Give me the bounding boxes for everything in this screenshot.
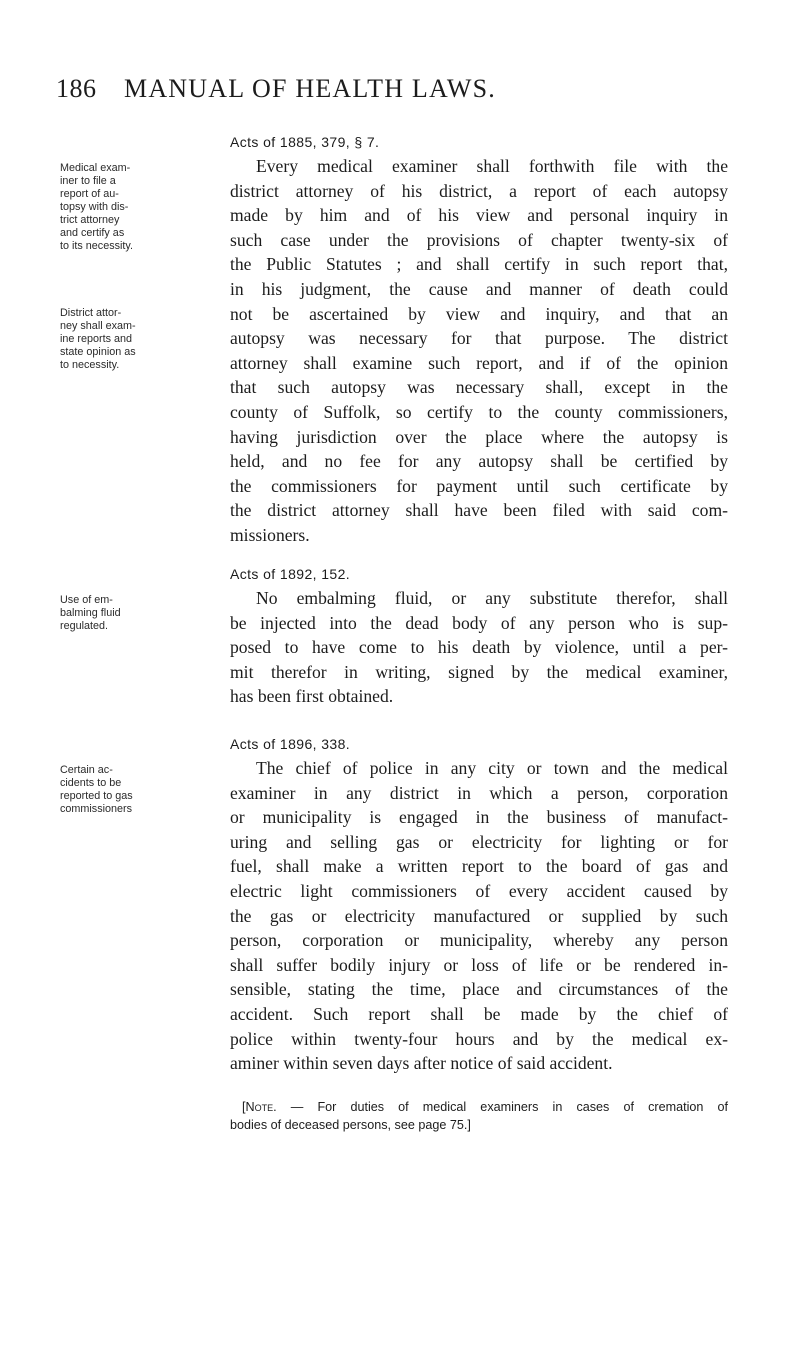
sidenote-district-attorney: [60, 307, 220, 372]
act-heading-1892: Acts of 1892, 152.: [230, 566, 351, 582]
sidenote-line: balming fluid: [60, 607, 121, 619]
text-line: the district attorney shall have been filed with said com-: [230, 500, 728, 521]
text-line: that such autopsy was necessary shall, except in the: [230, 377, 728, 398]
text-line: in his judgment, the cause and manner of death could: [230, 278, 728, 299]
sidenote-line: ney shall exam-: [60, 320, 136, 332]
text-line: examiner in any district in which a person, corporation: [230, 782, 728, 803]
sidenote-line: ine reports and: [60, 333, 133, 345]
paragraph-1896: [230, 756, 728, 1076]
paragraph-1892: [230, 586, 728, 709]
text-line: or municipality is engaged in the business of manufact-: [230, 807, 728, 828]
text-line: fuel, shall make a written report to the board of gas and: [230, 856, 728, 877]
editorial-note: [230, 1098, 728, 1134]
text-line: be injected into the dead body of any person who is sup-: [230, 612, 728, 633]
sidenote-line: regulated.: [60, 620, 109, 632]
text-line: having jurisdiction over the place where the autopsy is: [230, 426, 728, 447]
text-line: person, corporation or municipality, whereby any person: [230, 930, 728, 951]
text-line: electric light commissioners of every accident caused by: [230, 880, 728, 901]
paragraph-1885: [230, 154, 728, 548]
note-text: For duties of medical examiners in cases of cremation of: [317, 1100, 729, 1114]
page-number: 186: [56, 74, 97, 103]
sidenote-gas-accidents: [60, 764, 220, 816]
sidenote-line: reported to gas: [60, 790, 133, 802]
sidenote-line: District attor-: [60, 307, 122, 319]
text-line: aminer within seven days after notice of said accident.: [230, 1053, 613, 1074]
running-title: MANUAL OF HEALTH LAWS.: [124, 74, 496, 103]
text-line: county of Suffolk, so certify to the county commissioners,: [230, 401, 728, 422]
sidenote-line: Use of em-: [60, 594, 113, 606]
text-line: attorney shall examine such report, and if of the opinion: [230, 352, 728, 373]
text-line: accident. Such report shall be made by the chief of: [230, 1003, 728, 1024]
text-line: Every medical examiner shall forthwith file with the: [256, 156, 728, 176]
sidenote-line: iner to file a: [60, 175, 116, 187]
sidenote-line: to its necessity.: [60, 240, 134, 252]
text-line: has been first obtained.: [230, 686, 394, 707]
act-heading-1885: Acts of 1885, 379, § 7.: [230, 134, 380, 150]
sidenote-line: Certain ac-: [60, 764, 113, 776]
text-line: shall suffer bodily injury or loss of life or be rendered in-: [230, 954, 728, 975]
sidenote-line: commissioners: [60, 803, 132, 815]
note-line: [230, 1098, 728, 1116]
text-line: the gas or electricity manufactured or supplied by such: [230, 905, 728, 926]
text-line: the Public Statutes ; and shall certify in such report that,: [230, 254, 728, 275]
text-line: police within twenty-four hours and by the medical ex-: [230, 1028, 728, 1049]
text-line: held, and no fee for any autopsy shall be certified by: [230, 451, 728, 472]
sidenote-line: state opinion as: [60, 346, 136, 358]
text-line: the commissioners for payment until such certificate by: [230, 475, 728, 496]
text-line: made by him and of his view and personal inquiry in: [230, 205, 728, 226]
sidenote-line: to necessity.: [60, 359, 120, 371]
text-line: posed to have come to his death by violence, until a per-: [230, 637, 728, 658]
text-line: sensible, stating the time, place and circumstances of the: [230, 979, 728, 1000]
sidenote-line: topsy with dis-: [60, 201, 129, 213]
sidenote-line: trict attorney: [60, 214, 120, 226]
text-line: mit therefor in writing, signed by the medical examiner,: [230, 661, 728, 682]
sidenote-line: cidents to be: [60, 777, 122, 789]
text-line: autopsy was necessary for that purpose. The district: [230, 328, 728, 349]
sidenote-line: Medical exam-: [60, 162, 131, 174]
text-line: such case under the provisions of chapter twenty-six of: [230, 229, 728, 250]
text-line: The chief of police in any city or town and the medical: [256, 758, 728, 778]
text-line: district attorney of his district, a report of each autopsy: [230, 180, 728, 201]
sidenote-medical-examiner: [60, 162, 220, 253]
text-line: No embalming fluid, or any substitute therefor, shall: [256, 588, 728, 608]
act-heading-1896: Acts of 1896, 338.: [230, 736, 351, 752]
sidenote-line: and certify as: [60, 227, 125, 239]
sidenote-line: report of au-: [60, 188, 119, 200]
text-line: uring and selling gas or electricity for lighting or for: [230, 831, 728, 852]
note-label: [Note. —: [242, 1100, 304, 1114]
text-line: missioners.: [230, 524, 310, 545]
note-line: bodies of deceased persons, see page 75.]: [230, 1118, 471, 1132]
text-line: not be ascertained by view and inquiry, and that an: [230, 303, 728, 324]
sidenote-embalming-fluid: [60, 594, 220, 633]
